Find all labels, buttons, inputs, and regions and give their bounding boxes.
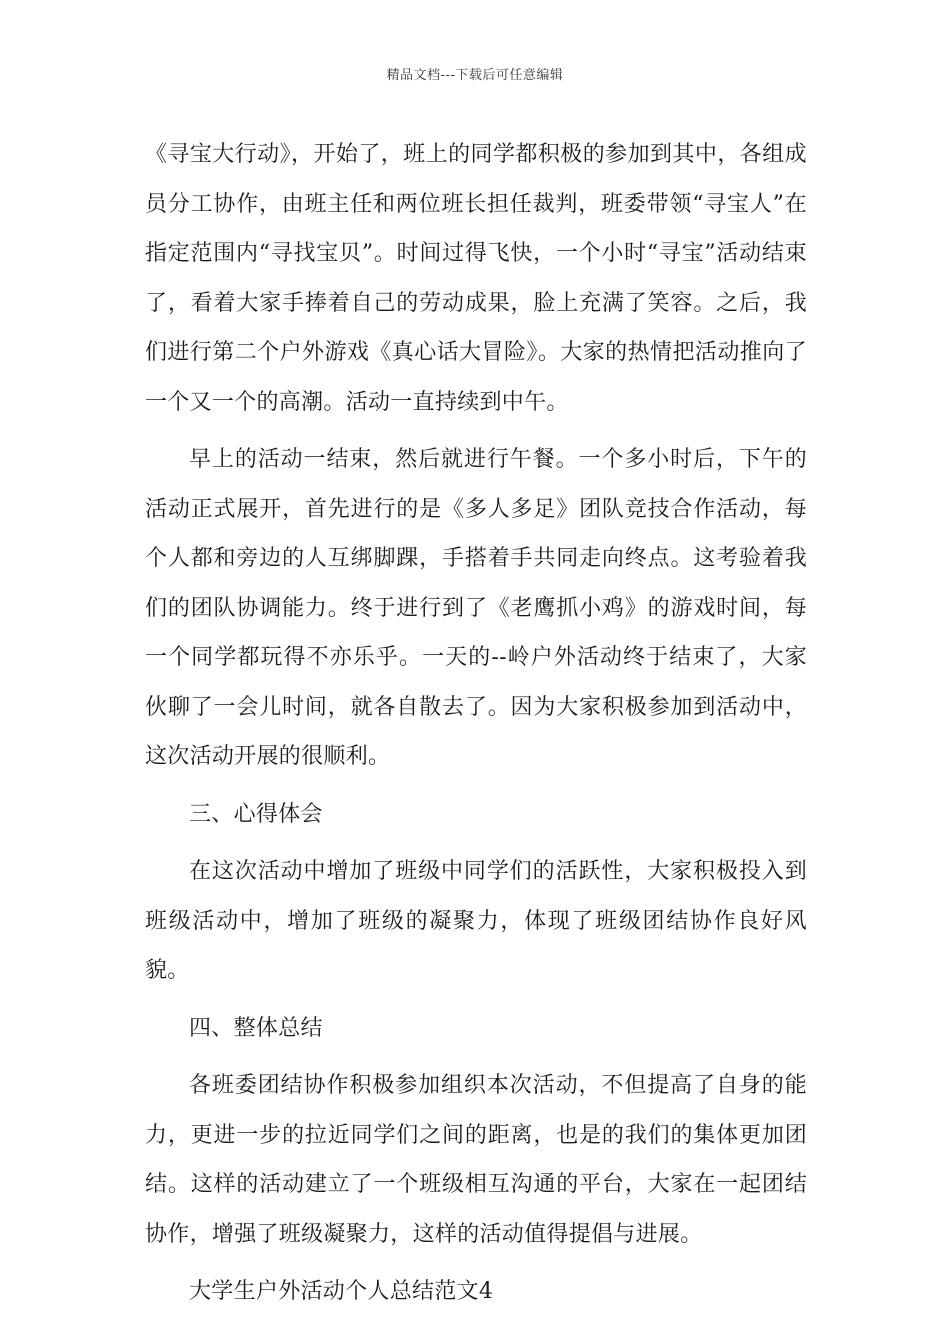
section-heading-reflections: 三、心得体会: [189, 801, 323, 827]
page-header: 精品文档---下载后可任意编辑: [386, 68, 564, 83]
paragraph-reflections: 在这次活动中增加了班级中同学们的活跃性，大家积极投入到班级活动中，增加了班级的凝聚力，体现了班级团结协作良好风貌。: [145, 859, 807, 983]
next-article-title: 大学生户外活动个人总结范文4: [189, 1279, 494, 1304]
section-heading-summary: 四、整体总结: [189, 1015, 323, 1041]
paragraph-treasure-hunt: 《寻宝大行动》，开始了，班上的同学都积极的参加到其中，各组成员分工协作，由班主任和两位班长担任裁判，班委带领“寻宝人”在指定范围内“寻找宝贝”。时间过得飞快，一个小时“寻宝”活动结束了，看着大家手捧着自己的劳动成果，脸上充满了笑容。之后，我们进行第二个户外游戏《真心话大冒险》。大家的热情把活动推向了一个又一个的高潮。活动一直持续到中午。: [145, 142, 807, 415]
paragraph-summary: 各班委团结协作积极参加组织本次活动，不但提高了自身的能力，更进一步的拉近同学们之间的距离，也是的我们的集体更加团结。这样的活动建立了一个班级相互沟通的平台，大家在一起团结协作，增强了班级凝聚力，这样的活动值得提倡与进展。: [145, 1073, 807, 1247]
paragraph-afternoon-activities: 早上的活动一结束，然后就进行午餐。一个多小时后，下午的活动正式展开，首先进行的是《多人多足》团队竞技合作活动，每个人都和旁边的人互绑脚踝，手搭着手共同走向终点。这考验着我们的团队协调能力。终于进行到了《老鹰抓小鸡》的游戏时间，每一个同学都玩得不亦乐乎。一天的--岭户外活动终于结束了，大家伙聊了一会儿时间，就各自散去了。因为大家积极参加到活动中，这次活动开展的很顺利。: [145, 447, 807, 769]
document-body: [145, 130, 807, 1317]
